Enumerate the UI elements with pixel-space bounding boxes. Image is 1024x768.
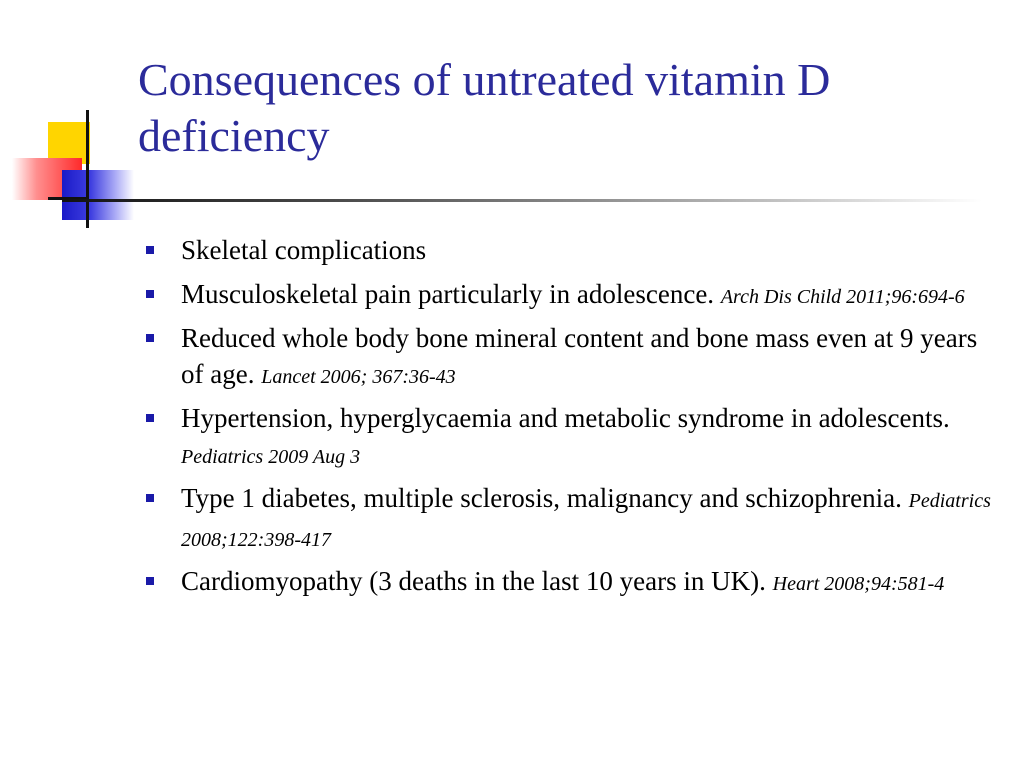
- bullet-text: Musculoskeletal pain particularly in adolescence.: [181, 279, 715, 309]
- bullet-text: Type 1 diabetes, multiple sclerosis, malignancy and schizophrenia.: [181, 483, 902, 513]
- bullet-square-icon: [146, 246, 154, 254]
- bullet-text: Hypertension, hyperglycaemia and metabolic syndrome in adolescents.: [181, 403, 950, 433]
- title-divider: [62, 199, 982, 202]
- bullet-item: [146, 232, 996, 268]
- bullet-item: [146, 400, 996, 475]
- bullet-reference: Heart 2008;94:581-4: [772, 573, 945, 595]
- logo-blue-square: [62, 170, 134, 220]
- bullet-item: [146, 480, 996, 558]
- bullet-reference: Pediatrics 2008;122:398-417: [181, 490, 991, 551]
- bullet-text: Cardiomyopathy (3 deaths in the last 10 years in UK).: [181, 566, 766, 596]
- bullet-square-icon: [146, 577, 154, 585]
- bullet-item: [146, 563, 996, 602]
- logo-vertical-line: [86, 110, 89, 228]
- bullet-reference: Arch Dis Child 2011;96:694-6: [720, 286, 965, 308]
- bullet-square-icon: [146, 334, 154, 342]
- bullet-list: [146, 232, 996, 607]
- bullet-square-icon: [146, 494, 154, 502]
- bullet-item: [146, 320, 996, 395]
- bullet-item: [146, 276, 996, 315]
- slide-title: Consequences of untreated vitamin D deficiency: [138, 54, 831, 161]
- bullet-square-icon: [146, 290, 154, 298]
- decorative-logo: [0, 0, 160, 240]
- bullet-square-icon: [146, 414, 154, 422]
- bullet-reference: Lancet 2006; 367:36-43: [261, 366, 456, 388]
- bullet-text: Skeletal complications: [181, 235, 427, 265]
- bullet-reference: Pediatrics 2009 Aug 3: [181, 446, 361, 468]
- bullet-text: Reduced whole body bone mineral content and bone mass even at 9 years of age.: [181, 323, 978, 389]
